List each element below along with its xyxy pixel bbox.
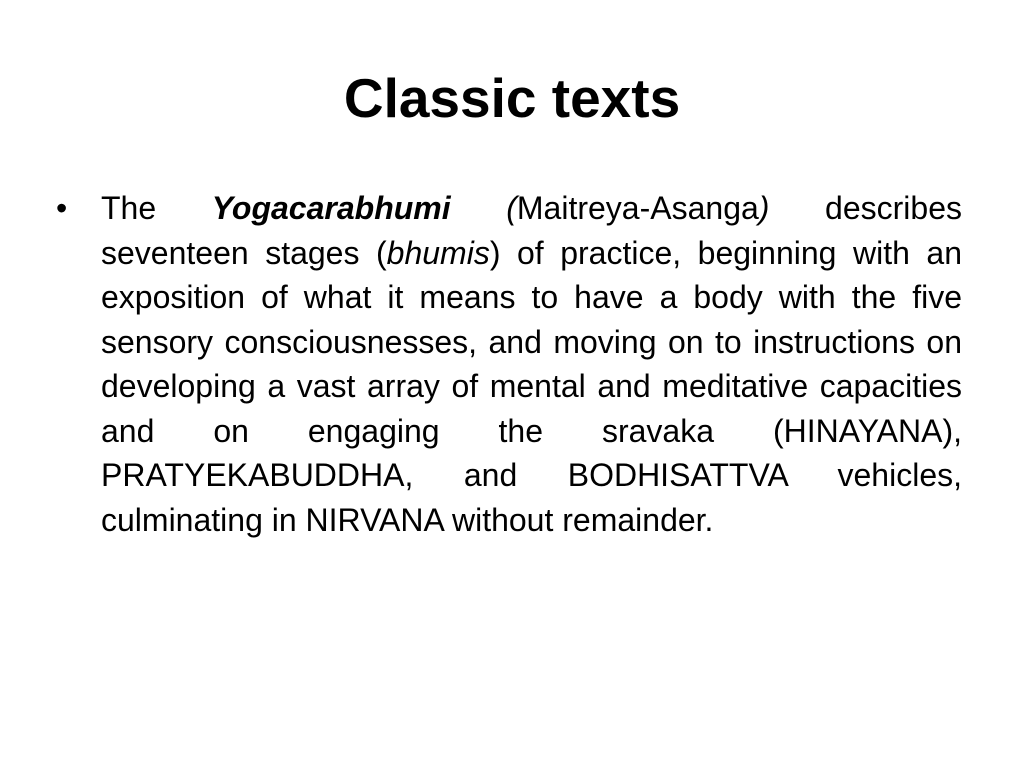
text-paren-open: (	[450, 190, 517, 226]
bullet-marker: •	[56, 190, 68, 226]
bullet-list	[56, 186, 962, 542]
text-author: Maitreya-Asanga	[516, 190, 759, 226]
text-segment: ) of practice, beginning with an exposition of what it means to have a body with the five sensory consciousnesses, and moving on to instructions on developing a vast array of mental and meditative capacities and on engaging the sravaka (HINAYANA), PRATYEKABUDDHA, and BODHISATTVA vehicles, culminating in NIRVANA without remainder.	[101, 234, 963, 538]
text-term-bhumis: bhumis	[386, 234, 490, 271]
bullet-item	[56, 186, 962, 542]
slide-title: Classic texts	[343, 67, 681, 129]
text-segment: The	[101, 190, 212, 226]
text-title-yogacarabhumi: Yogacarabhumi	[211, 190, 451, 226]
text-paren-close: )	[758, 190, 770, 226]
text-segment: describes seventeen stages (	[101, 190, 962, 271]
